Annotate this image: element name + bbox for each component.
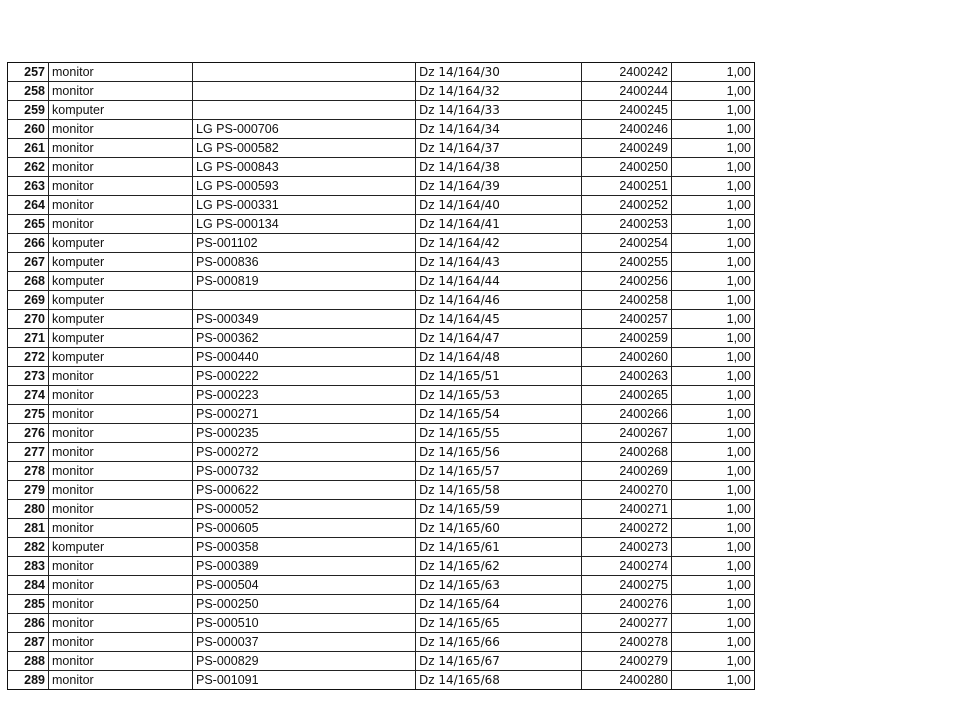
quantity-cell: 1,00	[672, 481, 755, 500]
item-name-cell: monitor	[49, 443, 193, 462]
row-number-cell: 265	[8, 215, 49, 234]
serial-number-cell	[193, 82, 416, 101]
inventory-number-cell: 2400267	[582, 424, 672, 443]
document-number-cell: Dz 14/165/67	[416, 652, 582, 671]
row-number-cell: 273	[8, 367, 49, 386]
item-name-cell: monitor	[49, 576, 193, 595]
table-row	[8, 405, 755, 424]
inventory-number-cell: 2400242	[582, 63, 672, 82]
document-number-cell: Dz 14/165/66	[416, 633, 582, 652]
serial-number-cell: PS-000272	[193, 443, 416, 462]
quantity-cell: 1,00	[672, 614, 755, 633]
inventory-number-cell: 2400275	[582, 576, 672, 595]
serial-number-cell: PS-001102	[193, 234, 416, 253]
document-number-cell: Dz 14/165/68	[416, 671, 582, 690]
document-number-cell: Dz 14/164/41	[416, 215, 582, 234]
row-number-cell: 285	[8, 595, 49, 614]
document-number-cell: Dz 14/164/45	[416, 310, 582, 329]
serial-number-cell	[193, 101, 416, 120]
quantity-cell: 1,00	[672, 633, 755, 652]
serial-number-cell	[193, 63, 416, 82]
table-row	[8, 576, 755, 595]
row-number-cell: 264	[8, 196, 49, 215]
serial-number-cell: LG PS-000331	[193, 196, 416, 215]
item-name-cell: monitor	[49, 386, 193, 405]
table-row	[8, 652, 755, 671]
row-number-cell: 289	[8, 671, 49, 690]
serial-number-cell: PS-000358	[193, 538, 416, 557]
document-number-cell: Dz 14/164/39	[416, 177, 582, 196]
serial-number-cell: PS-000037	[193, 633, 416, 652]
inventory-number-cell: 2400276	[582, 595, 672, 614]
quantity-cell: 1,00	[672, 348, 755, 367]
quantity-cell: 1,00	[672, 538, 755, 557]
inventory-number-cell: 2400245	[582, 101, 672, 120]
inventory-number-cell: 2400278	[582, 633, 672, 652]
table-row	[8, 177, 755, 196]
document-number-cell: Dz 14/165/55	[416, 424, 582, 443]
row-number-cell: 288	[8, 652, 49, 671]
row-number-cell: 283	[8, 557, 49, 576]
document-number-cell: Dz 14/164/44	[416, 272, 582, 291]
document-number-cell: Dz 14/164/46	[416, 291, 582, 310]
inventory-table-body	[8, 63, 755, 690]
row-number-cell: 267	[8, 253, 49, 272]
table-row	[8, 595, 755, 614]
table-row	[8, 291, 755, 310]
quantity-cell: 1,00	[672, 595, 755, 614]
quantity-cell: 1,00	[672, 234, 755, 253]
inventory-number-cell: 2400249	[582, 139, 672, 158]
quantity-cell: 1,00	[672, 291, 755, 310]
table-row	[8, 234, 755, 253]
row-number-cell: 286	[8, 614, 49, 633]
document-number-cell: Dz 14/165/64	[416, 595, 582, 614]
document-number-cell: Dz 14/164/30	[416, 63, 582, 82]
quantity-cell: 1,00	[672, 424, 755, 443]
document-number-cell: Dz 14/165/56	[416, 443, 582, 462]
row-number-cell: 280	[8, 500, 49, 519]
item-name-cell: monitor	[49, 215, 193, 234]
table-row	[8, 500, 755, 519]
document-number-cell: Dz 14/165/59	[416, 500, 582, 519]
document-number-cell: Dz 14/165/51	[416, 367, 582, 386]
serial-number-cell: PS-000052	[193, 500, 416, 519]
item-name-cell: monitor	[49, 500, 193, 519]
document-number-cell: Dz 14/164/40	[416, 196, 582, 215]
item-name-cell: monitor	[49, 82, 193, 101]
inventory-number-cell: 2400273	[582, 538, 672, 557]
item-name-cell: monitor	[49, 139, 193, 158]
quantity-cell: 1,00	[672, 329, 755, 348]
serial-number-cell: PS-000223	[193, 386, 416, 405]
quantity-cell: 1,00	[672, 310, 755, 329]
document-number-cell: Dz 14/165/60	[416, 519, 582, 538]
table-row	[8, 443, 755, 462]
inventory-number-cell: 2400265	[582, 386, 672, 405]
item-name-cell: komputer	[49, 272, 193, 291]
table-row	[8, 633, 755, 652]
quantity-cell: 1,00	[672, 120, 755, 139]
document-number-cell: Dz 14/165/62	[416, 557, 582, 576]
row-number-cell: 263	[8, 177, 49, 196]
table-row	[8, 481, 755, 500]
inventory-number-cell: 2400269	[582, 462, 672, 481]
inventory-number-cell: 2400254	[582, 234, 672, 253]
serial-number-cell	[193, 291, 416, 310]
quantity-cell: 1,00	[672, 215, 755, 234]
serial-number-cell: PS-000605	[193, 519, 416, 538]
serial-number-cell: LG PS-000134	[193, 215, 416, 234]
item-name-cell: monitor	[49, 367, 193, 386]
serial-number-cell: PS-000829	[193, 652, 416, 671]
document-number-cell: Dz 14/164/42	[416, 234, 582, 253]
inventory-number-cell: 2400277	[582, 614, 672, 633]
item-name-cell: monitor	[49, 671, 193, 690]
item-name-cell: monitor	[49, 519, 193, 538]
serial-number-cell: PS-000819	[193, 272, 416, 291]
document-number-cell: Dz 14/165/61	[416, 538, 582, 557]
inventory-number-cell: 2400244	[582, 82, 672, 101]
document-number-cell: Dz 14/164/38	[416, 158, 582, 177]
quantity-cell: 1,00	[672, 386, 755, 405]
inventory-number-cell: 2400250	[582, 158, 672, 177]
row-number-cell: 268	[8, 272, 49, 291]
row-number-cell: 259	[8, 101, 49, 120]
serial-number-cell: LG PS-000593	[193, 177, 416, 196]
inventory-number-cell: 2400270	[582, 481, 672, 500]
inventory-number-cell: 2400266	[582, 405, 672, 424]
table-row	[8, 196, 755, 215]
quantity-cell: 1,00	[672, 196, 755, 215]
serial-number-cell: LG PS-000706	[193, 120, 416, 139]
table-row	[8, 386, 755, 405]
item-name-cell: monitor	[49, 158, 193, 177]
serial-number-cell: LG PS-000582	[193, 139, 416, 158]
inventory-number-cell: 2400252	[582, 196, 672, 215]
row-number-cell: 278	[8, 462, 49, 481]
row-number-cell: 260	[8, 120, 49, 139]
item-name-cell: monitor	[49, 196, 193, 215]
item-name-cell: monitor	[49, 614, 193, 633]
quantity-cell: 1,00	[672, 576, 755, 595]
quantity-cell: 1,00	[672, 443, 755, 462]
document-number-cell: Dz 14/164/37	[416, 139, 582, 158]
inventory-number-cell: 2400246	[582, 120, 672, 139]
serial-number-cell: PS-000271	[193, 405, 416, 424]
table-row	[8, 329, 755, 348]
quantity-cell: 1,00	[672, 82, 755, 101]
item-name-cell: komputer	[49, 329, 193, 348]
table-row	[8, 424, 755, 443]
serial-number-cell: LG PS-000843	[193, 158, 416, 177]
row-number-cell: 279	[8, 481, 49, 500]
inventory-number-cell: 2400255	[582, 253, 672, 272]
item-name-cell: komputer	[49, 310, 193, 329]
serial-number-cell: PS-000222	[193, 367, 416, 386]
item-name-cell: komputer	[49, 234, 193, 253]
serial-number-cell: PS-000504	[193, 576, 416, 595]
table-row	[8, 671, 755, 690]
serial-number-cell: PS-000622	[193, 481, 416, 500]
table-row	[8, 310, 755, 329]
table-row	[8, 557, 755, 576]
inventory-number-cell: 2400274	[582, 557, 672, 576]
inventory-number-cell: 2400253	[582, 215, 672, 234]
serial-number-cell: PS-000349	[193, 310, 416, 329]
quantity-cell: 1,00	[672, 101, 755, 120]
row-number-cell: 272	[8, 348, 49, 367]
quantity-cell: 1,00	[672, 557, 755, 576]
table-row	[8, 348, 755, 367]
inventory-number-cell: 2400256	[582, 272, 672, 291]
table-row	[8, 462, 755, 481]
serial-number-cell: PS-000362	[193, 329, 416, 348]
inventory-number-cell: 2400279	[582, 652, 672, 671]
table-row	[8, 614, 755, 633]
inventory-number-cell: 2400260	[582, 348, 672, 367]
row-number-cell: 271	[8, 329, 49, 348]
row-number-cell: 282	[8, 538, 49, 557]
row-number-cell: 266	[8, 234, 49, 253]
item-name-cell: monitor	[49, 462, 193, 481]
item-name-cell: komputer	[49, 538, 193, 557]
inventory-number-cell: 2400280	[582, 671, 672, 690]
item-name-cell: monitor	[49, 120, 193, 139]
item-name-cell: monitor	[49, 557, 193, 576]
item-name-cell: monitor	[49, 177, 193, 196]
item-name-cell: komputer	[49, 348, 193, 367]
table-row	[8, 519, 755, 538]
quantity-cell: 1,00	[672, 139, 755, 158]
row-number-cell: 284	[8, 576, 49, 595]
row-number-cell: 274	[8, 386, 49, 405]
inventory-number-cell: 2400258	[582, 291, 672, 310]
document-number-cell: Dz 14/164/47	[416, 329, 582, 348]
serial-number-cell: PS-000235	[193, 424, 416, 443]
quantity-cell: 1,00	[672, 652, 755, 671]
row-number-cell: 287	[8, 633, 49, 652]
quantity-cell: 1,00	[672, 253, 755, 272]
table-row	[8, 158, 755, 177]
serial-number-cell: PS-000510	[193, 614, 416, 633]
document-number-cell: Dz 14/164/43	[416, 253, 582, 272]
document-number-cell: Dz 14/164/32	[416, 82, 582, 101]
inventory-number-cell: 2400268	[582, 443, 672, 462]
document-number-cell: Dz 14/165/65	[416, 614, 582, 633]
inventory-number-cell: 2400271	[582, 500, 672, 519]
quantity-cell: 1,00	[672, 671, 755, 690]
item-name-cell: komputer	[49, 253, 193, 272]
serial-number-cell: PS-000440	[193, 348, 416, 367]
serial-number-cell: PS-001091	[193, 671, 416, 690]
document-number-cell: Dz 14/164/48	[416, 348, 582, 367]
quantity-cell: 1,00	[672, 462, 755, 481]
document-number-cell: Dz 14/164/33	[416, 101, 582, 120]
quantity-cell: 1,00	[672, 63, 755, 82]
inventory-number-cell: 2400272	[582, 519, 672, 538]
document-number-cell: Dz 14/164/34	[416, 120, 582, 139]
item-name-cell: monitor	[49, 405, 193, 424]
row-number-cell: 257	[8, 63, 49, 82]
quantity-cell: 1,00	[672, 272, 755, 291]
inventory-number-cell: 2400257	[582, 310, 672, 329]
table-row	[8, 367, 755, 386]
quantity-cell: 1,00	[672, 158, 755, 177]
table-row	[8, 272, 755, 291]
item-name-cell: monitor	[49, 481, 193, 500]
document-number-cell: Dz 14/165/53	[416, 386, 582, 405]
serial-number-cell: PS-000836	[193, 253, 416, 272]
row-number-cell: 276	[8, 424, 49, 443]
row-number-cell: 262	[8, 158, 49, 177]
table-row	[8, 139, 755, 158]
item-name-cell: komputer	[49, 291, 193, 310]
table-row	[8, 82, 755, 101]
row-number-cell: 275	[8, 405, 49, 424]
row-number-cell: 277	[8, 443, 49, 462]
table-row	[8, 538, 755, 557]
row-number-cell: 270	[8, 310, 49, 329]
quantity-cell: 1,00	[672, 500, 755, 519]
row-number-cell: 269	[8, 291, 49, 310]
serial-number-cell: PS-000250	[193, 595, 416, 614]
table-row	[8, 101, 755, 120]
table-row	[8, 120, 755, 139]
inventory-table	[7, 62, 755, 690]
table-row	[8, 63, 755, 82]
row-number-cell: 258	[8, 82, 49, 101]
item-name-cell: komputer	[49, 101, 193, 120]
table-row	[8, 253, 755, 272]
inventory-number-cell: 2400251	[582, 177, 672, 196]
item-name-cell: monitor	[49, 633, 193, 652]
serial-number-cell: PS-000732	[193, 462, 416, 481]
serial-number-cell: PS-000389	[193, 557, 416, 576]
item-name-cell: monitor	[49, 424, 193, 443]
document-number-cell: Dz 14/165/54	[416, 405, 582, 424]
quantity-cell: 1,00	[672, 177, 755, 196]
row-number-cell: 281	[8, 519, 49, 538]
inventory-number-cell: 2400259	[582, 329, 672, 348]
quantity-cell: 1,00	[672, 519, 755, 538]
document-number-cell: Dz 14/165/58	[416, 481, 582, 500]
table-row	[8, 215, 755, 234]
quantity-cell: 1,00	[672, 367, 755, 386]
inventory-number-cell: 2400263	[582, 367, 672, 386]
item-name-cell: monitor	[49, 652, 193, 671]
item-name-cell: monitor	[49, 63, 193, 82]
document-number-cell: Dz 14/165/63	[416, 576, 582, 595]
item-name-cell: monitor	[49, 595, 193, 614]
quantity-cell: 1,00	[672, 405, 755, 424]
row-number-cell: 261	[8, 139, 49, 158]
document-number-cell: Dz 14/165/57	[416, 462, 582, 481]
